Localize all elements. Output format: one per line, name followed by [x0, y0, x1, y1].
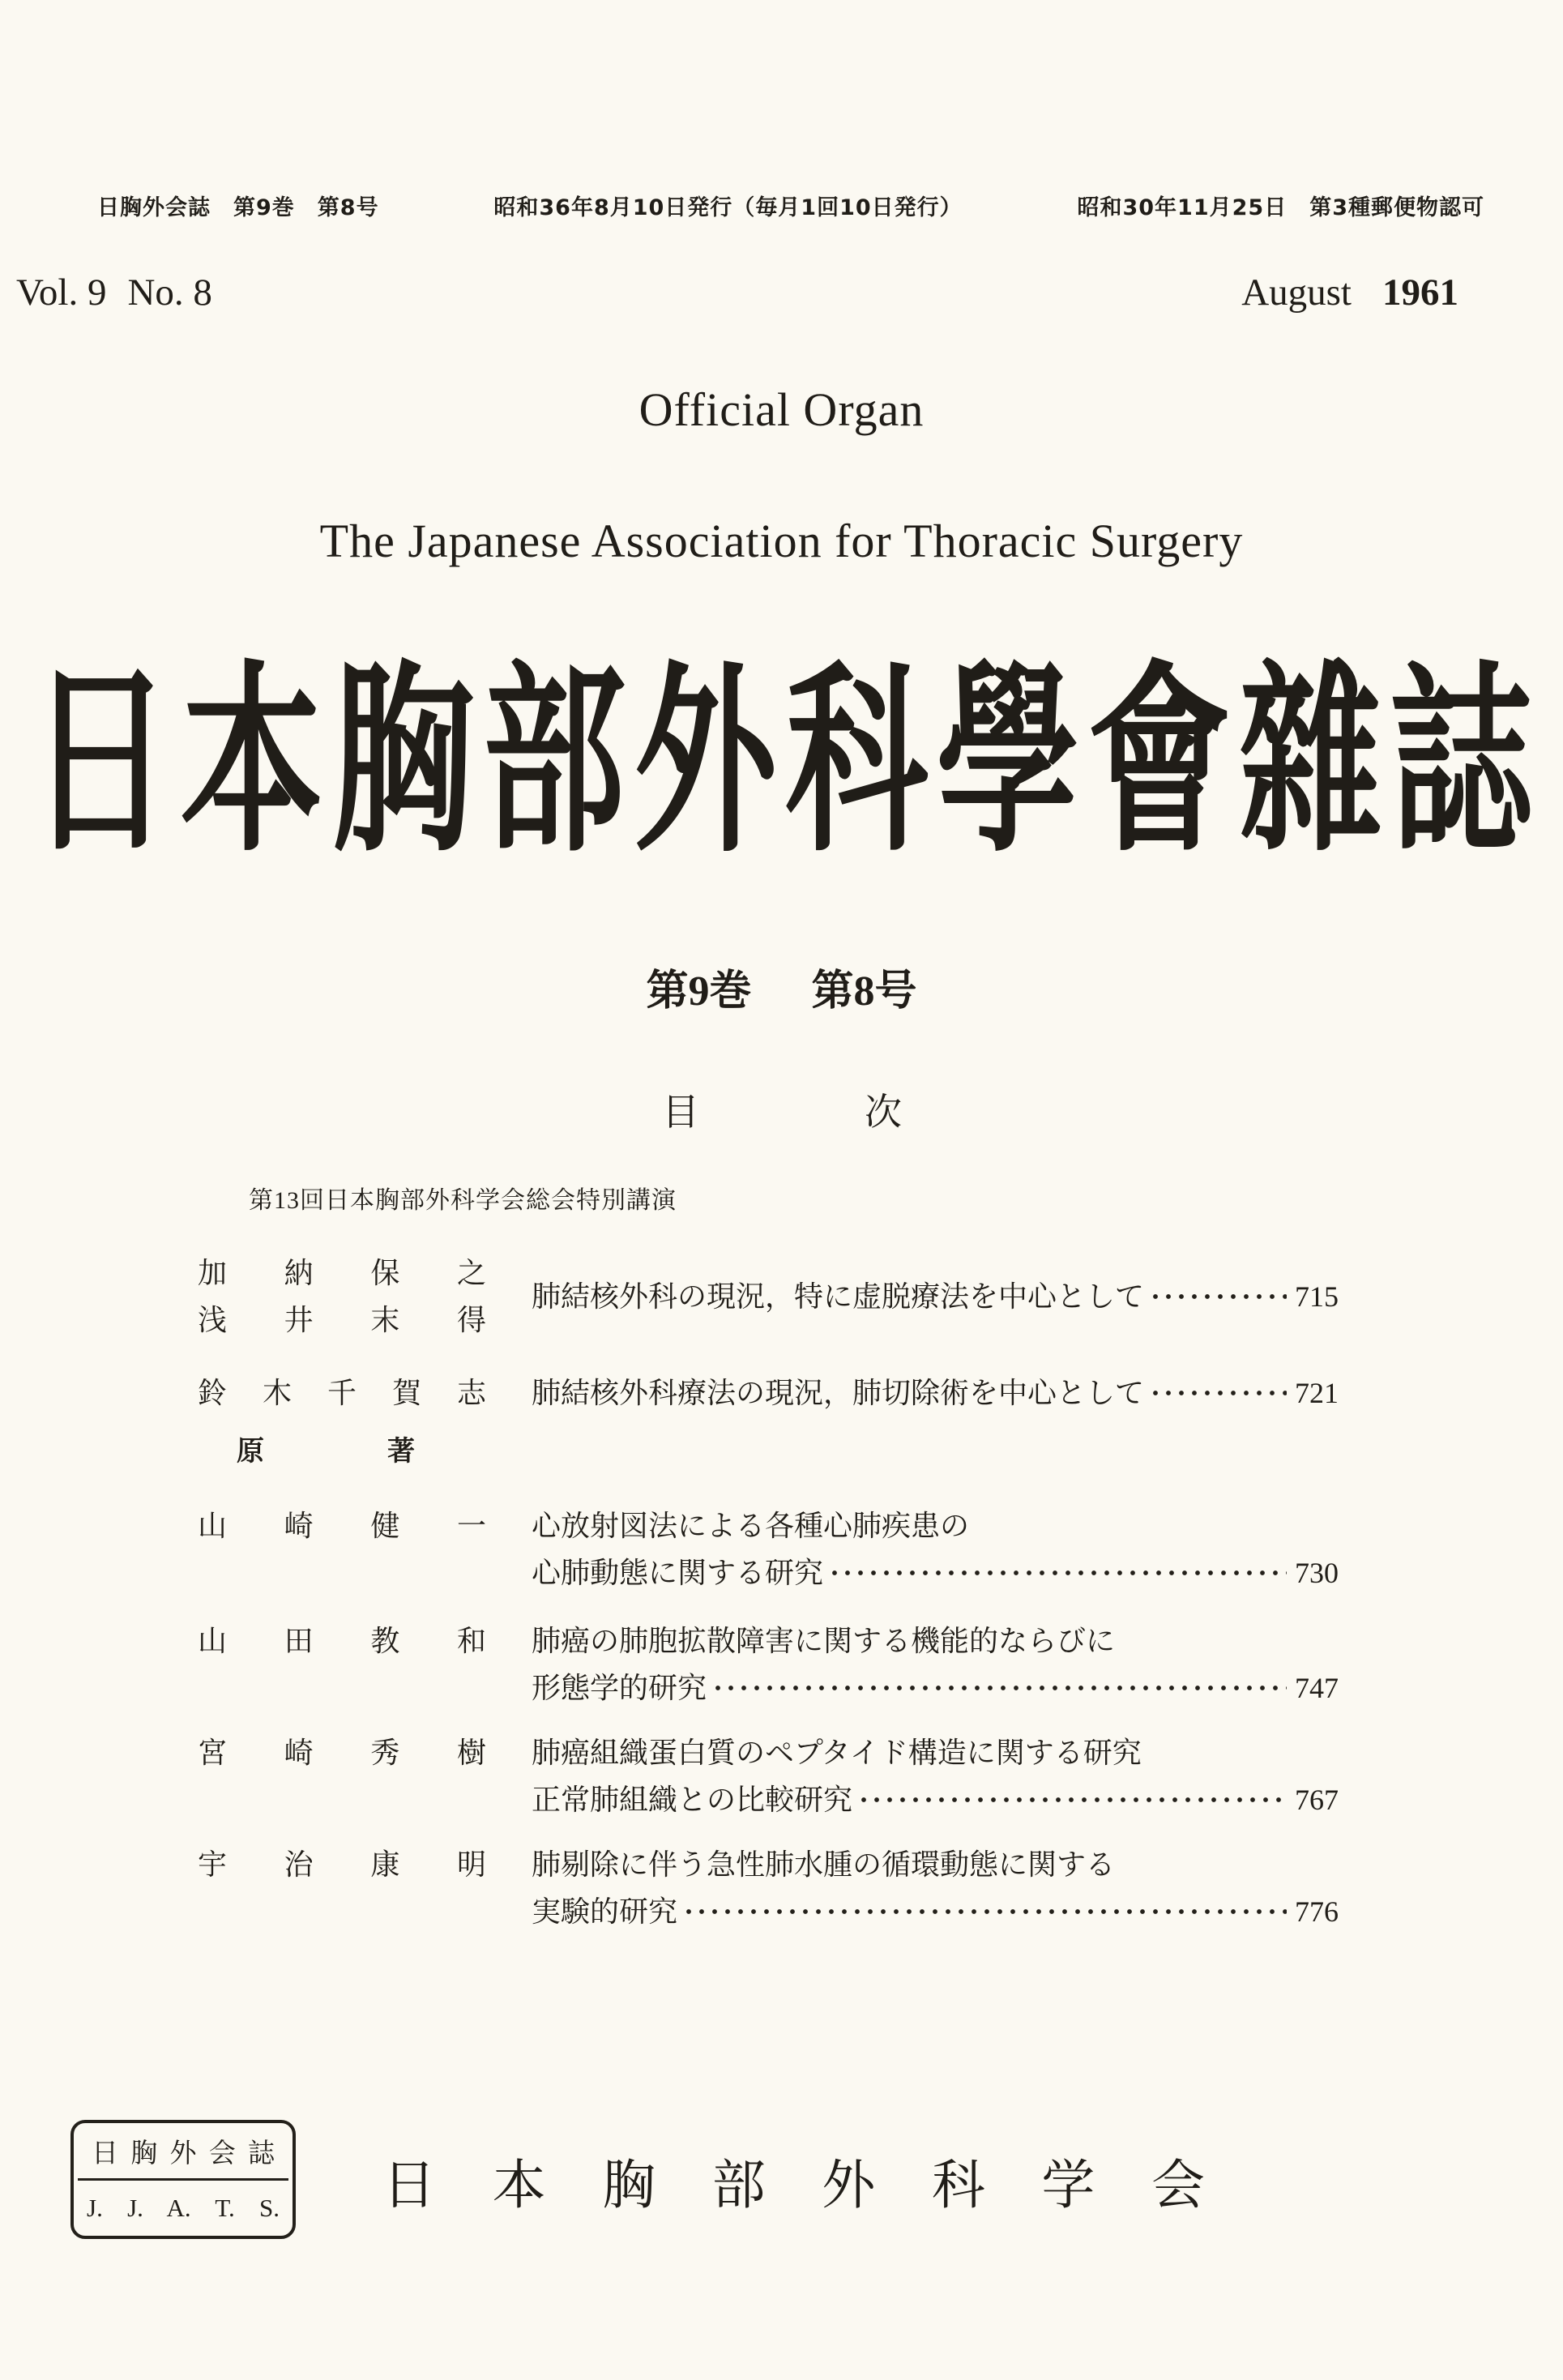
- footer-abbrev-box: [70, 2120, 296, 2239]
- society-name-jp: 日本胸部外科学会: [382, 2156, 1205, 2215]
- article-title-text: 肺癌の肺胞拡散障害に関する機能的ならびに: [532, 1625, 1116, 1657]
- issue-date-en: [1241, 271, 1458, 314]
- dots-leader: [1149, 1273, 1287, 1320]
- issue-month: August: [1241, 271, 1352, 314]
- toc-entry: [198, 1617, 1339, 1711]
- abbrev-en-row: [74, 2181, 293, 2236]
- volume-date-row: [16, 271, 1458, 314]
- author-name: 浅井末得: [198, 1304, 486, 1336]
- article-title-line: [532, 1776, 1339, 1823]
- article-title-text: 実験的研究: [532, 1895, 678, 1928]
- article-title: [532, 1502, 1339, 1596]
- issue-number-label: No. 8: [127, 271, 212, 314]
- article-title-line: [532, 1549, 1339, 1596]
- association-name-en: The Japanese Association for Thoracic Surgery: [319, 515, 1244, 567]
- page-number: 730: [1295, 1557, 1339, 1589]
- author-name: 山田教和: [198, 1625, 486, 1657]
- article-title: [532, 1729, 1339, 1823]
- page-number: 776: [1295, 1895, 1339, 1928]
- toc-section-special-lectures: 第13回日本胸部外科学会総会特別講演: [249, 1187, 677, 1214]
- author-name: 宇治康明: [198, 1848, 486, 1881]
- author-name: 山崎健一: [198, 1510, 486, 1542]
- volume-jp: 第9巻: [646, 968, 752, 1015]
- page-number: 767: [1295, 1784, 1339, 1816]
- masthead-journal-abbrev: 日胸外会誌 第9巻 第8号: [97, 195, 379, 220]
- article-title-line: [532, 1888, 1339, 1935]
- author-name: 鈴木千賀志: [198, 1377, 486, 1409]
- author-name: 加納保之: [198, 1257, 486, 1289]
- abbrev-jp-label: 日胸外会誌: [92, 2139, 275, 2168]
- article-title-line: [532, 1273, 1339, 1320]
- author-names: [198, 1729, 486, 1823]
- dots-leader: [682, 1888, 1287, 1935]
- toc-entry: [198, 1502, 1339, 1596]
- abbrev-en-label: J. J. A. T. S.: [87, 2194, 280, 2222]
- article-title-line: [532, 1369, 1339, 1416]
- author-names: [198, 1841, 486, 1935]
- article-title-text: 肺剔除に伴う急性肺水腫の循環動態に関する: [532, 1848, 1116, 1881]
- author-names: [198, 1250, 486, 1344]
- issue-year: 1961: [1382, 271, 1458, 314]
- journal-title-jp: 日本胸部外科學會雜誌: [29, 643, 1533, 880]
- article-title: [532, 1250, 1339, 1344]
- article-title: [532, 1369, 1339, 1416]
- author-names: [198, 1369, 486, 1416]
- article-title-line: [532, 1664, 1339, 1711]
- article-title-text: 正常肺組織との比較研究: [532, 1784, 853, 1816]
- masthead-publication-date: 昭和36年8月10日発行（毎月1回10日発行）: [493, 195, 963, 220]
- toc-heading: 目次: [662, 1092, 902, 1133]
- page-number: 747: [1295, 1672, 1339, 1704]
- article-title-text: 心肺動態に関する研究: [532, 1557, 824, 1589]
- number-jp: 第8号: [811, 968, 917, 1015]
- toc-entry: [198, 1841, 1339, 1935]
- dots-leader: [711, 1664, 1287, 1711]
- toc-section-original-articles: 原著: [237, 1437, 415, 1467]
- volume-label: Vol. 9: [16, 271, 107, 314]
- author-names: [198, 1502, 486, 1596]
- author-names: [198, 1617, 486, 1711]
- author-name: 宮崎秀樹: [198, 1737, 486, 1769]
- article-title-text: 肺結核外科療法の現況，肺切除術を中心として: [532, 1377, 1145, 1409]
- abbrev-jp-row: [74, 2123, 293, 2178]
- masthead: [97, 190, 1484, 221]
- toc-entry: [198, 1250, 1339, 1344]
- article-title-text: 心放射図法による各種心肺疾患の: [532, 1510, 970, 1542]
- dots-leader: [828, 1549, 1287, 1596]
- article-title-text: 形態学的研究: [532, 1672, 707, 1704]
- article-title-text: 肺癌組織蛋白質のペプタイド構造に関する研究: [532, 1737, 1142, 1769]
- article-title-text: 肺結核外科の現況，特に虚脱療法を中心として: [532, 1280, 1145, 1313]
- toc-entry: [198, 1729, 1339, 1823]
- toc-entry: [198, 1369, 1339, 1416]
- official-organ-label: Official Organ: [638, 383, 925, 436]
- article-title: [532, 1841, 1339, 1935]
- dots-leader: [1149, 1369, 1287, 1416]
- dots-leader: [857, 1776, 1287, 1823]
- article-title: [532, 1617, 1339, 1711]
- volume-number-en: [16, 271, 212, 314]
- article-title-line: [532, 1729, 1339, 1776]
- masthead-postal-approval: 昭和30年11月25日 第3種郵便物認可: [1077, 195, 1484, 220]
- page-number: 721: [1295, 1377, 1339, 1409]
- article-title-line: [532, 1617, 1339, 1664]
- article-title-line: [532, 1841, 1339, 1888]
- page-number: 715: [1295, 1280, 1339, 1313]
- issue-volume-line-jp: [0, 956, 1563, 1017]
- article-title-line: [532, 1502, 1339, 1549]
- table-of-contents: [198, 1185, 1339, 1935]
